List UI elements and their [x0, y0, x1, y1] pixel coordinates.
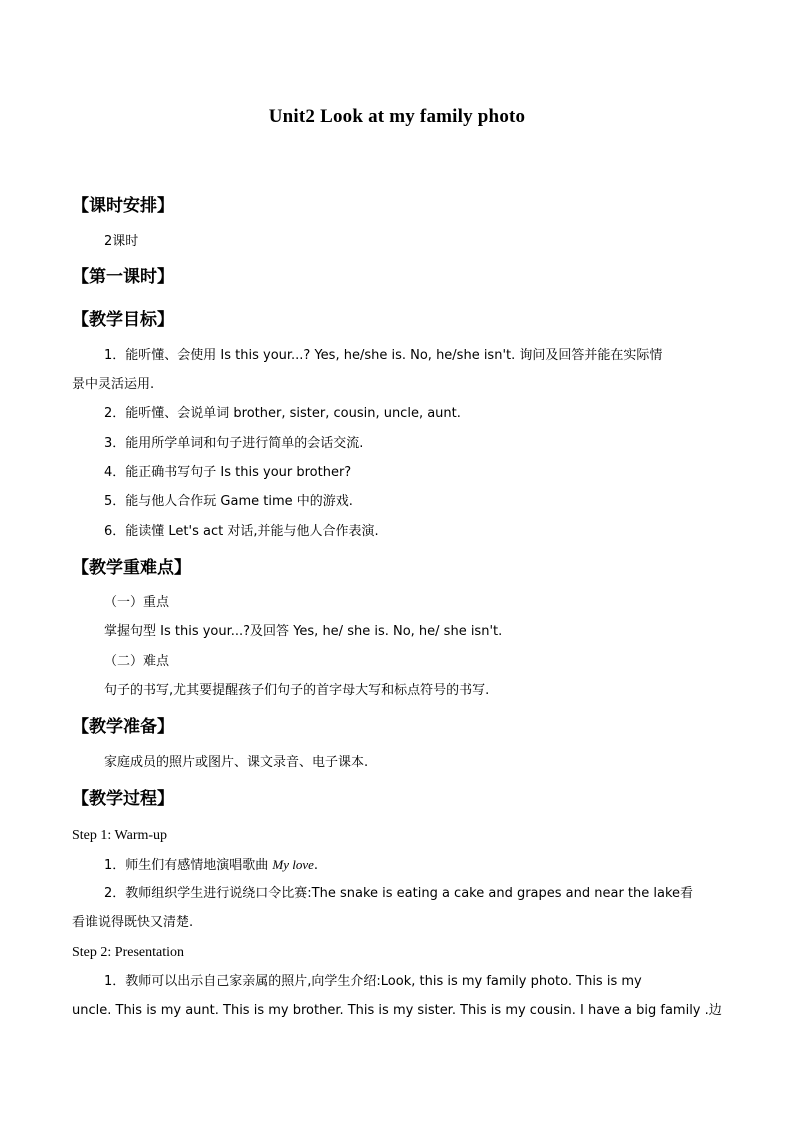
heading-schedule: 【课时安排】 — [72, 196, 174, 216]
goal-item-3: 3．能用所学单词和句子进行简单的会话交流. — [104, 436, 364, 451]
song-title: My love — [272, 857, 314, 872]
heading-goals: 【教学目标】 — [72, 310, 174, 330]
keypoint-label-1: （一）重点 — [104, 595, 170, 610]
step-2-title: Step 2: Presentation — [72, 945, 184, 960]
step-2-item-1-cont: uncle. This is my aunt. This is my brother. This is my sister. This is my cousin. I have a big family .边 — [72, 1003, 722, 1018]
goal-item-6: 6．能读懂 Let's act 对话,并能与他人合作表演. — [104, 524, 379, 539]
goal-item-5: 5．能与他人合作玩 Game time 中的游戏. — [104, 494, 353, 509]
goal-item-1-cont: 景中灵活运用. — [72, 377, 155, 392]
step-1-item-1 — [104, 855, 754, 876]
heading-lesson1: 【第一课时】 — [72, 267, 174, 287]
step-2-item-1: 1．教师可以出示自己家亲属的照片,向学生介绍:Look, this is my family photo. This is my — [104, 974, 642, 989]
keypoint-text-2: 句子的书写,尤其要提醒孩子们句子的首字母大写和标点符号的书写. — [104, 683, 490, 698]
heading-process: 【教学过程】 — [72, 789, 174, 809]
schedule-text: 2课时 — [104, 234, 139, 249]
goal-item-2: 2．能听懂、会说单词 brother, sister, cousin, uncle, aunt. — [104, 406, 461, 421]
keypoint-label-2: （二）难点 — [104, 654, 170, 669]
step-1-item-1-suffix: . — [313, 858, 319, 873]
step-1-item-1-prefix: 1．师生们有感情地演唱歌曲 — [104, 858, 273, 873]
step-1-item-2-cont: 看谁说得既快又清楚. — [72, 915, 194, 930]
goal-item-1: 1．能听懂、会使用 Is this your...? Yes, he/she is. No, he/she isn't. 询问及回答并能在实际情 — [104, 348, 663, 363]
keypoint-text-1: 掌握句型 Is this your...?及回答 Yes, he/ she is. No, he/ she isn't. — [104, 624, 503, 639]
document-title: Unit2 Look at my family photo — [268, 106, 526, 127]
heading-prep: 【教学准备】 — [72, 717, 174, 737]
prep-text: 家庭成员的照片或图片、课文录音、电子课本. — [104, 755, 369, 770]
heading-keypoints: 【教学重难点】 — [72, 558, 191, 578]
step-1-title: Step 1: Warm-up — [72, 828, 168, 843]
step-1-item-2: 2．教师组织学生进行说绕口令比赛:The snake is eating a cake and grapes and near the lake看 — [104, 886, 694, 901]
goal-item-4: 4．能正确书写句子 Is this your brother? — [104, 465, 352, 480]
